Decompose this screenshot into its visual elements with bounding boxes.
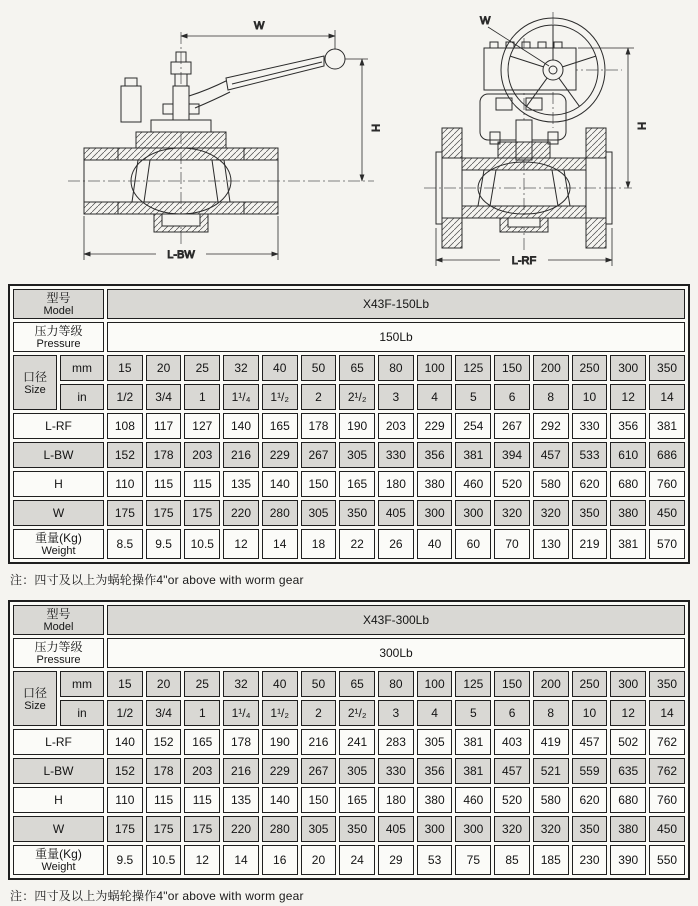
spec-cell: 350 bbox=[339, 500, 375, 526]
spec-cell: 203 bbox=[378, 413, 414, 439]
row-label: 重量(Kg) Weight bbox=[13, 529, 104, 559]
spec-cell: 300 bbox=[455, 816, 491, 842]
model-value: X43F-150Lb bbox=[107, 289, 685, 319]
spec-cell: 115 bbox=[146, 471, 182, 497]
spec-cell: 152 bbox=[107, 442, 143, 468]
spec-cell: 53 bbox=[417, 845, 453, 875]
spec-cell: 350 bbox=[572, 500, 608, 526]
spec-cell: 175 bbox=[107, 500, 143, 526]
spec-cell: 130 bbox=[533, 529, 569, 559]
pressure-row bbox=[13, 638, 685, 668]
spec-cell: 762 bbox=[649, 729, 685, 755]
spec-cell: 330 bbox=[572, 413, 608, 439]
spec-cell: 60 bbox=[455, 529, 491, 559]
pressure-header bbox=[13, 322, 104, 352]
spec-row bbox=[13, 845, 685, 875]
row-label: L-RF bbox=[13, 413, 104, 439]
spec-cell: 305 bbox=[417, 729, 453, 755]
size-in-row bbox=[13, 384, 685, 410]
model-header bbox=[13, 289, 104, 319]
size-mm-cell: 80 bbox=[378, 671, 414, 697]
spec-cell: 175 bbox=[107, 816, 143, 842]
row-label: 重量(Kg) Weight bbox=[13, 845, 104, 875]
dim-h-label: H bbox=[635, 122, 647, 130]
spec-cell: 180 bbox=[378, 787, 414, 813]
spec-cell: 85 bbox=[494, 845, 530, 875]
size-in-cell: 14 bbox=[649, 384, 685, 410]
size-mm-cell: 50 bbox=[301, 671, 337, 697]
size-in-cell: 5 bbox=[455, 700, 491, 726]
spec-cell: 394 bbox=[494, 442, 530, 468]
spec-cell: 135 bbox=[223, 787, 259, 813]
row-label: W bbox=[13, 500, 104, 526]
spec-cell: 419 bbox=[533, 729, 569, 755]
spec-cell: 175 bbox=[146, 816, 182, 842]
size-in-cell: 1 bbox=[184, 700, 220, 726]
size-mm-cell: 150 bbox=[494, 355, 530, 381]
spec-row bbox=[13, 816, 685, 842]
spec-cell: 175 bbox=[184, 816, 220, 842]
size-in-cell: 1/2 bbox=[107, 700, 143, 726]
spec-cell: 610 bbox=[610, 442, 646, 468]
spec-cell: 460 bbox=[455, 787, 491, 813]
spec-cell: 283 bbox=[378, 729, 414, 755]
valve-drawings bbox=[8, 2, 690, 282]
spec-cell: 300 bbox=[417, 500, 453, 526]
spec-cell: 216 bbox=[223, 442, 259, 468]
unit-in: in bbox=[60, 700, 104, 726]
dim-lrf-label: L-RF bbox=[511, 255, 537, 267]
size-mm-cell: 350 bbox=[649, 671, 685, 697]
spec-cell: 190 bbox=[262, 729, 298, 755]
spec-cell: 178 bbox=[146, 758, 182, 784]
spec-cell: 680 bbox=[610, 471, 646, 497]
size-mm-cell: 250 bbox=[572, 355, 608, 381]
size-mm-cell: 20 bbox=[146, 671, 182, 697]
row-label: H bbox=[13, 471, 104, 497]
model-label-cn: 型号 bbox=[46, 291, 71, 305]
spec-cell: 570 bbox=[649, 529, 685, 559]
size-in-cell: 4 bbox=[417, 384, 453, 410]
spec-cell: 180 bbox=[378, 471, 414, 497]
spec-cell: 381 bbox=[455, 442, 491, 468]
gear-valve-drawing bbox=[418, 2, 690, 280]
spec-row bbox=[13, 471, 685, 497]
spec-cell: 70 bbox=[494, 529, 530, 559]
spec-cell: 190 bbox=[339, 413, 375, 439]
lever-handle bbox=[189, 49, 345, 108]
spec-cell: 203 bbox=[184, 442, 220, 468]
spec-cell: 390 bbox=[610, 845, 646, 875]
size-in-cell: 4 bbox=[417, 700, 453, 726]
spec-cell: 216 bbox=[301, 729, 337, 755]
model-row bbox=[13, 289, 685, 319]
pressure-label-cn: 压力等级 bbox=[34, 324, 83, 338]
spec-cell: 381 bbox=[610, 529, 646, 559]
spec-cell: 405 bbox=[378, 816, 414, 842]
spec-cell: 280 bbox=[262, 500, 298, 526]
spec-cell: 330 bbox=[378, 442, 414, 468]
size-label-en: Size bbox=[24, 699, 46, 712]
size-in-cell: 1¹/₂ bbox=[262, 384, 298, 410]
size-mm-cell: 350 bbox=[649, 355, 685, 381]
size-mm-cell: 15 bbox=[107, 671, 143, 697]
spec-cell: 380 bbox=[610, 500, 646, 526]
spec-cell: 140 bbox=[262, 787, 298, 813]
unit-mm: mm bbox=[60, 355, 104, 381]
spec-cell: 40 bbox=[417, 529, 453, 559]
row-label: L-BW bbox=[13, 758, 104, 784]
spec-cell: 533 bbox=[572, 442, 608, 468]
spec-cell: 381 bbox=[649, 413, 685, 439]
spec-cell: 16 bbox=[262, 845, 298, 875]
spec-cell: 9.5 bbox=[146, 529, 182, 559]
spec-cell: 380 bbox=[610, 816, 646, 842]
spec-cell: 220 bbox=[223, 500, 259, 526]
stem-assembly bbox=[121, 52, 226, 148]
spec-cell: 229 bbox=[417, 413, 453, 439]
size-mm-cell: 25 bbox=[184, 671, 220, 697]
spec-row bbox=[13, 758, 685, 784]
lever-valve-drawing bbox=[54, 2, 418, 280]
spec-cell: 117 bbox=[146, 413, 182, 439]
size-in-cell: 1¹/₄ bbox=[223, 700, 259, 726]
size-in-cell: 2 bbox=[301, 384, 337, 410]
spec-cell: 305 bbox=[301, 816, 337, 842]
spec-cell: 635 bbox=[610, 758, 646, 784]
spec-row bbox=[13, 787, 685, 813]
pressure-row bbox=[13, 322, 685, 352]
size-mm-cell: 125 bbox=[455, 671, 491, 697]
size-in-cell: 3/4 bbox=[146, 384, 182, 410]
spec-cell: 356 bbox=[417, 758, 453, 784]
spec-row bbox=[13, 729, 685, 755]
spec-cell: 135 bbox=[223, 471, 259, 497]
size-mm-cell: 80 bbox=[378, 355, 414, 381]
size-header bbox=[13, 671, 57, 726]
spec-cell: 127 bbox=[184, 413, 220, 439]
size-mm-cell: 100 bbox=[417, 671, 453, 697]
size-mm-cell: 100 bbox=[417, 355, 453, 381]
spec-cell: 175 bbox=[146, 500, 182, 526]
spec-cell: 292 bbox=[533, 413, 569, 439]
spec-cell: 502 bbox=[610, 729, 646, 755]
spec-cell: 320 bbox=[533, 500, 569, 526]
spec-cell: 305 bbox=[339, 758, 375, 784]
spec-cell: 457 bbox=[533, 442, 569, 468]
pressure-value: 150Lb bbox=[107, 322, 685, 352]
spec-cell: 267 bbox=[494, 413, 530, 439]
spec-row bbox=[13, 500, 685, 526]
size-header bbox=[13, 355, 57, 410]
size-mm-cell: 300 bbox=[610, 671, 646, 697]
spec-cell: 762 bbox=[649, 758, 685, 784]
spec-cell: 115 bbox=[184, 787, 220, 813]
unit-mm: mm bbox=[60, 671, 104, 697]
spec-cell: 300 bbox=[417, 816, 453, 842]
spec-cell: 165 bbox=[184, 729, 220, 755]
spec-cell: 152 bbox=[107, 758, 143, 784]
size-in-cell: 12 bbox=[610, 700, 646, 726]
spec-cell: 165 bbox=[339, 787, 375, 813]
spec-cell: 75 bbox=[455, 845, 491, 875]
spec-cell: 686 bbox=[649, 442, 685, 468]
pressure-label-cn: 压力等级 bbox=[34, 640, 83, 654]
size-in-cell: 12 bbox=[610, 384, 646, 410]
spec-cell: 381 bbox=[455, 758, 491, 784]
size-in-cell: 3 bbox=[378, 700, 414, 726]
size-mm-cell: 250 bbox=[572, 671, 608, 697]
spec-cell: 356 bbox=[610, 413, 646, 439]
size-in-cell: 3/4 bbox=[146, 700, 182, 726]
spec-cell: 356 bbox=[417, 442, 453, 468]
dim-lbw-label: L-BW bbox=[167, 249, 195, 261]
spec-cell: 320 bbox=[494, 500, 530, 526]
size-in-cell: 10 bbox=[572, 700, 608, 726]
spec-cell: 267 bbox=[301, 758, 337, 784]
dimension-w bbox=[181, 20, 335, 49]
dim-w-label: W bbox=[480, 15, 491, 27]
size-mm-cell: 32 bbox=[223, 355, 259, 381]
spec-cell: 380 bbox=[417, 471, 453, 497]
spec-cell: 18 bbox=[301, 529, 337, 559]
model-header bbox=[13, 605, 104, 635]
size-in-cell: 1/2 bbox=[107, 384, 143, 410]
unit-in: in bbox=[60, 384, 104, 410]
spec-cell: 450 bbox=[649, 500, 685, 526]
spec-cell: 381 bbox=[455, 729, 491, 755]
size-in-cell: 8 bbox=[533, 700, 569, 726]
spec-cell: 559 bbox=[572, 758, 608, 784]
spec-cell: 165 bbox=[262, 413, 298, 439]
spec-cell: 220 bbox=[223, 816, 259, 842]
size-mm-cell: 50 bbox=[301, 355, 337, 381]
spec-cell: 14 bbox=[262, 529, 298, 559]
size-in-cell: 1¹/₂ bbox=[262, 700, 298, 726]
size-mm-cell: 65 bbox=[339, 355, 375, 381]
model-label-cn: 型号 bbox=[46, 607, 71, 621]
spec-cell: 300 bbox=[455, 500, 491, 526]
size-mm-cell: 32 bbox=[223, 671, 259, 697]
spec-cell: 267 bbox=[301, 442, 337, 468]
spec-cell: 403 bbox=[494, 729, 530, 755]
size-mm-cell: 25 bbox=[184, 355, 220, 381]
spec-cell: 29 bbox=[378, 845, 414, 875]
spec-cell: 140 bbox=[262, 471, 298, 497]
spec-cell: 229 bbox=[262, 758, 298, 784]
spec-cell: 10.5 bbox=[146, 845, 182, 875]
spec-cell: 580 bbox=[533, 471, 569, 497]
size-mm-cell: 15 bbox=[107, 355, 143, 381]
spec-cell: 115 bbox=[146, 787, 182, 813]
size-mm-row bbox=[13, 671, 685, 697]
spec-cell: 178 bbox=[301, 413, 337, 439]
pressure-label-en: Pressure bbox=[36, 654, 81, 666]
spec-cell: 110 bbox=[107, 471, 143, 497]
spec-cell: 550 bbox=[649, 845, 685, 875]
spec-row bbox=[13, 413, 685, 439]
spec-cell: 12 bbox=[184, 845, 220, 875]
spec-row bbox=[13, 529, 685, 559]
spec-cell: 450 bbox=[649, 816, 685, 842]
row-label: L-BW bbox=[13, 442, 104, 468]
size-label-cn: 口径 bbox=[22, 685, 47, 700]
spec-cell: 110 bbox=[107, 787, 143, 813]
spec-cell: 175 bbox=[184, 500, 220, 526]
bottom-boss bbox=[154, 214, 208, 232]
model-value: X43F-300Lb bbox=[107, 605, 685, 635]
dim-w-label: W bbox=[254, 20, 265, 32]
spec-cell: 460 bbox=[455, 471, 491, 497]
size-mm-cell: 300 bbox=[610, 355, 646, 381]
spec-cell: 150 bbox=[301, 471, 337, 497]
size-mm-row bbox=[13, 355, 685, 381]
spec-cell: 115 bbox=[184, 471, 220, 497]
spec-cell: 229 bbox=[262, 442, 298, 468]
spec-cell: 520 bbox=[494, 471, 530, 497]
size-mm-cell: 65 bbox=[339, 671, 375, 697]
size-in-cell: 3 bbox=[378, 384, 414, 410]
spec-cell: 350 bbox=[572, 816, 608, 842]
spec-cell: 9.5 bbox=[107, 845, 143, 875]
size-in-cell: 8 bbox=[533, 384, 569, 410]
size-in-cell: 14 bbox=[649, 700, 685, 726]
footnote: 注：四寸及以上为蜗轮操作4"or above with worm gear bbox=[10, 889, 304, 903]
spec-cell: 760 bbox=[649, 471, 685, 497]
model-label-en: Model bbox=[43, 305, 74, 317]
size-in-cell: 6 bbox=[494, 384, 530, 410]
size-mm-cell: 125 bbox=[455, 355, 491, 381]
spec-cell: 457 bbox=[572, 729, 608, 755]
row-label: W bbox=[13, 816, 104, 842]
size-mm-cell: 20 bbox=[146, 355, 182, 381]
spec-cell: 140 bbox=[107, 729, 143, 755]
spec-cell: 22 bbox=[339, 529, 375, 559]
spec-cell: 12 bbox=[223, 529, 259, 559]
pressure-value: 300Lb bbox=[107, 638, 685, 668]
spec-cell: 520 bbox=[494, 787, 530, 813]
spec-cell: 152 bbox=[146, 729, 182, 755]
spec-table-300lb bbox=[8, 600, 690, 880]
spec-cell: 26 bbox=[378, 529, 414, 559]
pressure-label-en: Pressure bbox=[36, 338, 81, 350]
spec-cell: 108 bbox=[107, 413, 143, 439]
spec-cell: 320 bbox=[494, 816, 530, 842]
spec-row bbox=[13, 442, 685, 468]
spec-cell: 8.5 bbox=[107, 529, 143, 559]
size-mm-cell: 200 bbox=[533, 355, 569, 381]
model-row bbox=[13, 605, 685, 635]
size-in-cell: 1 bbox=[184, 384, 220, 410]
spec-cell: 620 bbox=[572, 471, 608, 497]
size-mm-cell: 40 bbox=[262, 671, 298, 697]
spec-cell: 178 bbox=[146, 442, 182, 468]
spec-cell: 10.5 bbox=[184, 529, 220, 559]
dim-h-label: H bbox=[369, 124, 381, 132]
spec-cell: 280 bbox=[262, 816, 298, 842]
spec-cell: 320 bbox=[533, 816, 569, 842]
size-in-cell: 2¹/₂ bbox=[339, 700, 375, 726]
spec-cell: 165 bbox=[339, 471, 375, 497]
bottom-boss bbox=[500, 218, 548, 232]
spec-cell: 680 bbox=[610, 787, 646, 813]
spec-cell: 230 bbox=[572, 845, 608, 875]
size-mm-cell: 200 bbox=[533, 671, 569, 697]
spec-cell: 305 bbox=[339, 442, 375, 468]
size-in-cell: 1¹/₄ bbox=[223, 384, 259, 410]
row-label: L-RF bbox=[13, 729, 104, 755]
footnote: 注：四寸及以上为蜗轮操作4"or above with worm gear bbox=[10, 573, 304, 587]
spec-cell: 219 bbox=[572, 529, 608, 559]
pressure-header bbox=[13, 638, 104, 668]
size-in-cell: 2 bbox=[301, 700, 337, 726]
spec-cell: 254 bbox=[455, 413, 491, 439]
size-mm-cell: 40 bbox=[262, 355, 298, 381]
size-in-cell: 10 bbox=[572, 384, 608, 410]
model-label-en: Model bbox=[43, 621, 74, 633]
spec-cell: 305 bbox=[301, 500, 337, 526]
spec-cell: 620 bbox=[572, 787, 608, 813]
spec-cell: 405 bbox=[378, 500, 414, 526]
spec-cell: 330 bbox=[378, 758, 414, 784]
spec-cell: 150 bbox=[301, 787, 337, 813]
spec-cell: 216 bbox=[223, 758, 259, 784]
spec-cell: 203 bbox=[184, 758, 220, 784]
spec-cell: 178 bbox=[223, 729, 259, 755]
size-mm-cell: 150 bbox=[494, 671, 530, 697]
spec-cell: 20 bbox=[301, 845, 337, 875]
spec-cell: 350 bbox=[339, 816, 375, 842]
spec-cell: 760 bbox=[649, 787, 685, 813]
size-in-row bbox=[13, 700, 685, 726]
size-label-en: Size bbox=[24, 383, 46, 396]
dimension-h bbox=[345, 59, 381, 181]
size-label-cn: 口径 bbox=[22, 369, 47, 384]
spec-cell: 241 bbox=[339, 729, 375, 755]
spec-cell: 457 bbox=[494, 758, 530, 784]
spec-cell: 521 bbox=[533, 758, 569, 784]
row-label: H bbox=[13, 787, 104, 813]
size-in-cell: 6 bbox=[494, 700, 530, 726]
spec-cell: 140 bbox=[223, 413, 259, 439]
spec-cell: 14 bbox=[223, 845, 259, 875]
spec-cell: 380 bbox=[417, 787, 453, 813]
spec-cell: 185 bbox=[533, 845, 569, 875]
size-in-cell: 2¹/₂ bbox=[339, 384, 375, 410]
spec-cell: 24 bbox=[339, 845, 375, 875]
spec-table-150lb bbox=[8, 284, 690, 564]
size-in-cell: 5 bbox=[455, 384, 491, 410]
spec-cell: 580 bbox=[533, 787, 569, 813]
